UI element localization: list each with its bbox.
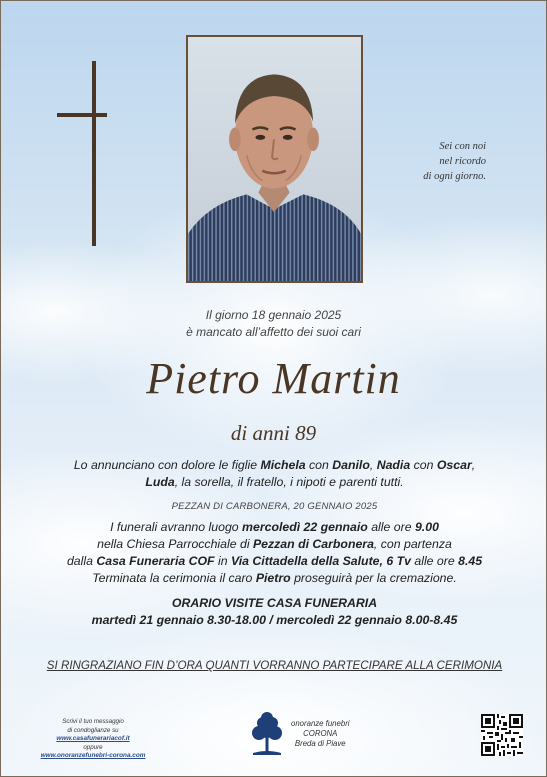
departure-time: 8.45 [458, 554, 483, 568]
funeral-home-address: Via Cittadella della Salute, 6 Tv [230, 554, 411, 568]
thanks-line: SI RINGRAZIANO FIN D’ORA QUANTI VORRANNO PARTECIPARE ALLA CERIMONIA [46, 659, 503, 672]
portrait-photo [186, 35, 363, 283]
logo-line: onoranze funebri [291, 719, 350, 728]
deceased-name: Pietro Martin [146, 354, 401, 403]
first-name: Pietro [255, 571, 291, 585]
funeral-line [31, 536, 518, 553]
visiting-hours-schedule: martedì 21 gennaio 8.30-18.00 / mercoledì 22 gennaio 8.00-8.45 [91, 613, 458, 627]
quote-line: Sei con noi [439, 141, 486, 152]
name-oscar: Oscar [436, 458, 472, 472]
name-danilo: Danilo [332, 458, 370, 472]
text-fragment: alle ore [410, 554, 459, 568]
funeral-home: Casa Funeraria COF [96, 554, 215, 568]
condolences-note [23, 718, 163, 761]
announcement-text [31, 457, 518, 491]
footer-text: oppure [83, 743, 103, 751]
funeral-time: 9.00 [414, 520, 439, 534]
funeral-line [31, 553, 518, 570]
text-fragment: proseguirà per la cremazione. [290, 571, 457, 585]
intro-line: è mancato all’affetto dei suoi cari [186, 325, 361, 339]
visiting-hours-title: ORARIO VISITE CASA FUNERARIA [171, 596, 378, 610]
church-location: Pezzan di Carbonera [252, 537, 374, 551]
cross-icon [57, 61, 107, 246]
text-fragment: con [305, 458, 333, 472]
text-fragment: con [410, 458, 437, 472]
quote-line: di ogni giorno. [423, 171, 486, 182]
name-michela: Michela [260, 458, 306, 472]
place-and-date: PEZZAN DI CARBONERA, 20 GENNAIO 2025 [171, 501, 378, 512]
funeral-date: mercoledì 22 gennaio [242, 520, 368, 534]
logo-line: Breda di Piave [294, 739, 346, 748]
funeral-line [31, 519, 518, 536]
qr-code-icon[interactable] [481, 714, 523, 756]
name-luda: Luda [145, 475, 175, 489]
death-date-line: Il giorno 18 gennaio 2025 [205, 308, 342, 322]
memorial-quote [366, 139, 486, 184]
link-onoranzefunebri-corona[interactable]: www.onoranzefunebri-corona.com [40, 752, 146, 759]
link-casafunerariacof[interactable]: www.casafunerariacof.it [56, 735, 130, 742]
logo-line: CORONA [303, 729, 338, 738]
footer-text: Scrivi il tuo messaggio [62, 718, 124, 725]
funeral-home-logo-text [291, 719, 350, 749]
text-fragment: , [369, 458, 377, 472]
text-fragment: in [214, 554, 231, 568]
quote-line: nel ricordo [439, 156, 486, 167]
text-fragment: I funerali avranno luogo [110, 520, 243, 534]
funeral-details [31, 519, 518, 587]
footer-text: di condoglianze su [67, 726, 119, 734]
text-fragment: nella Chiesa Parrocchiale di [97, 537, 253, 551]
text-fragment: , la sorella, il fratello, i nipoti e parenti tutti. [174, 475, 404, 489]
text-fragment: , [471, 458, 476, 472]
text-fragment: alle ore [367, 520, 415, 534]
visiting-hours [31, 595, 518, 629]
text-fragment: Terminata la cerimonia il caro [92, 571, 256, 585]
name-nadia: Nadia [376, 458, 411, 472]
deceased-age: di anni 89 [230, 421, 317, 445]
text-fragment: dalla [66, 554, 97, 568]
text-fragment: Lo annunciano con dolore le figlie [73, 458, 261, 472]
text-fragment: , con partenza [373, 537, 452, 551]
funeral-line [31, 570, 518, 587]
